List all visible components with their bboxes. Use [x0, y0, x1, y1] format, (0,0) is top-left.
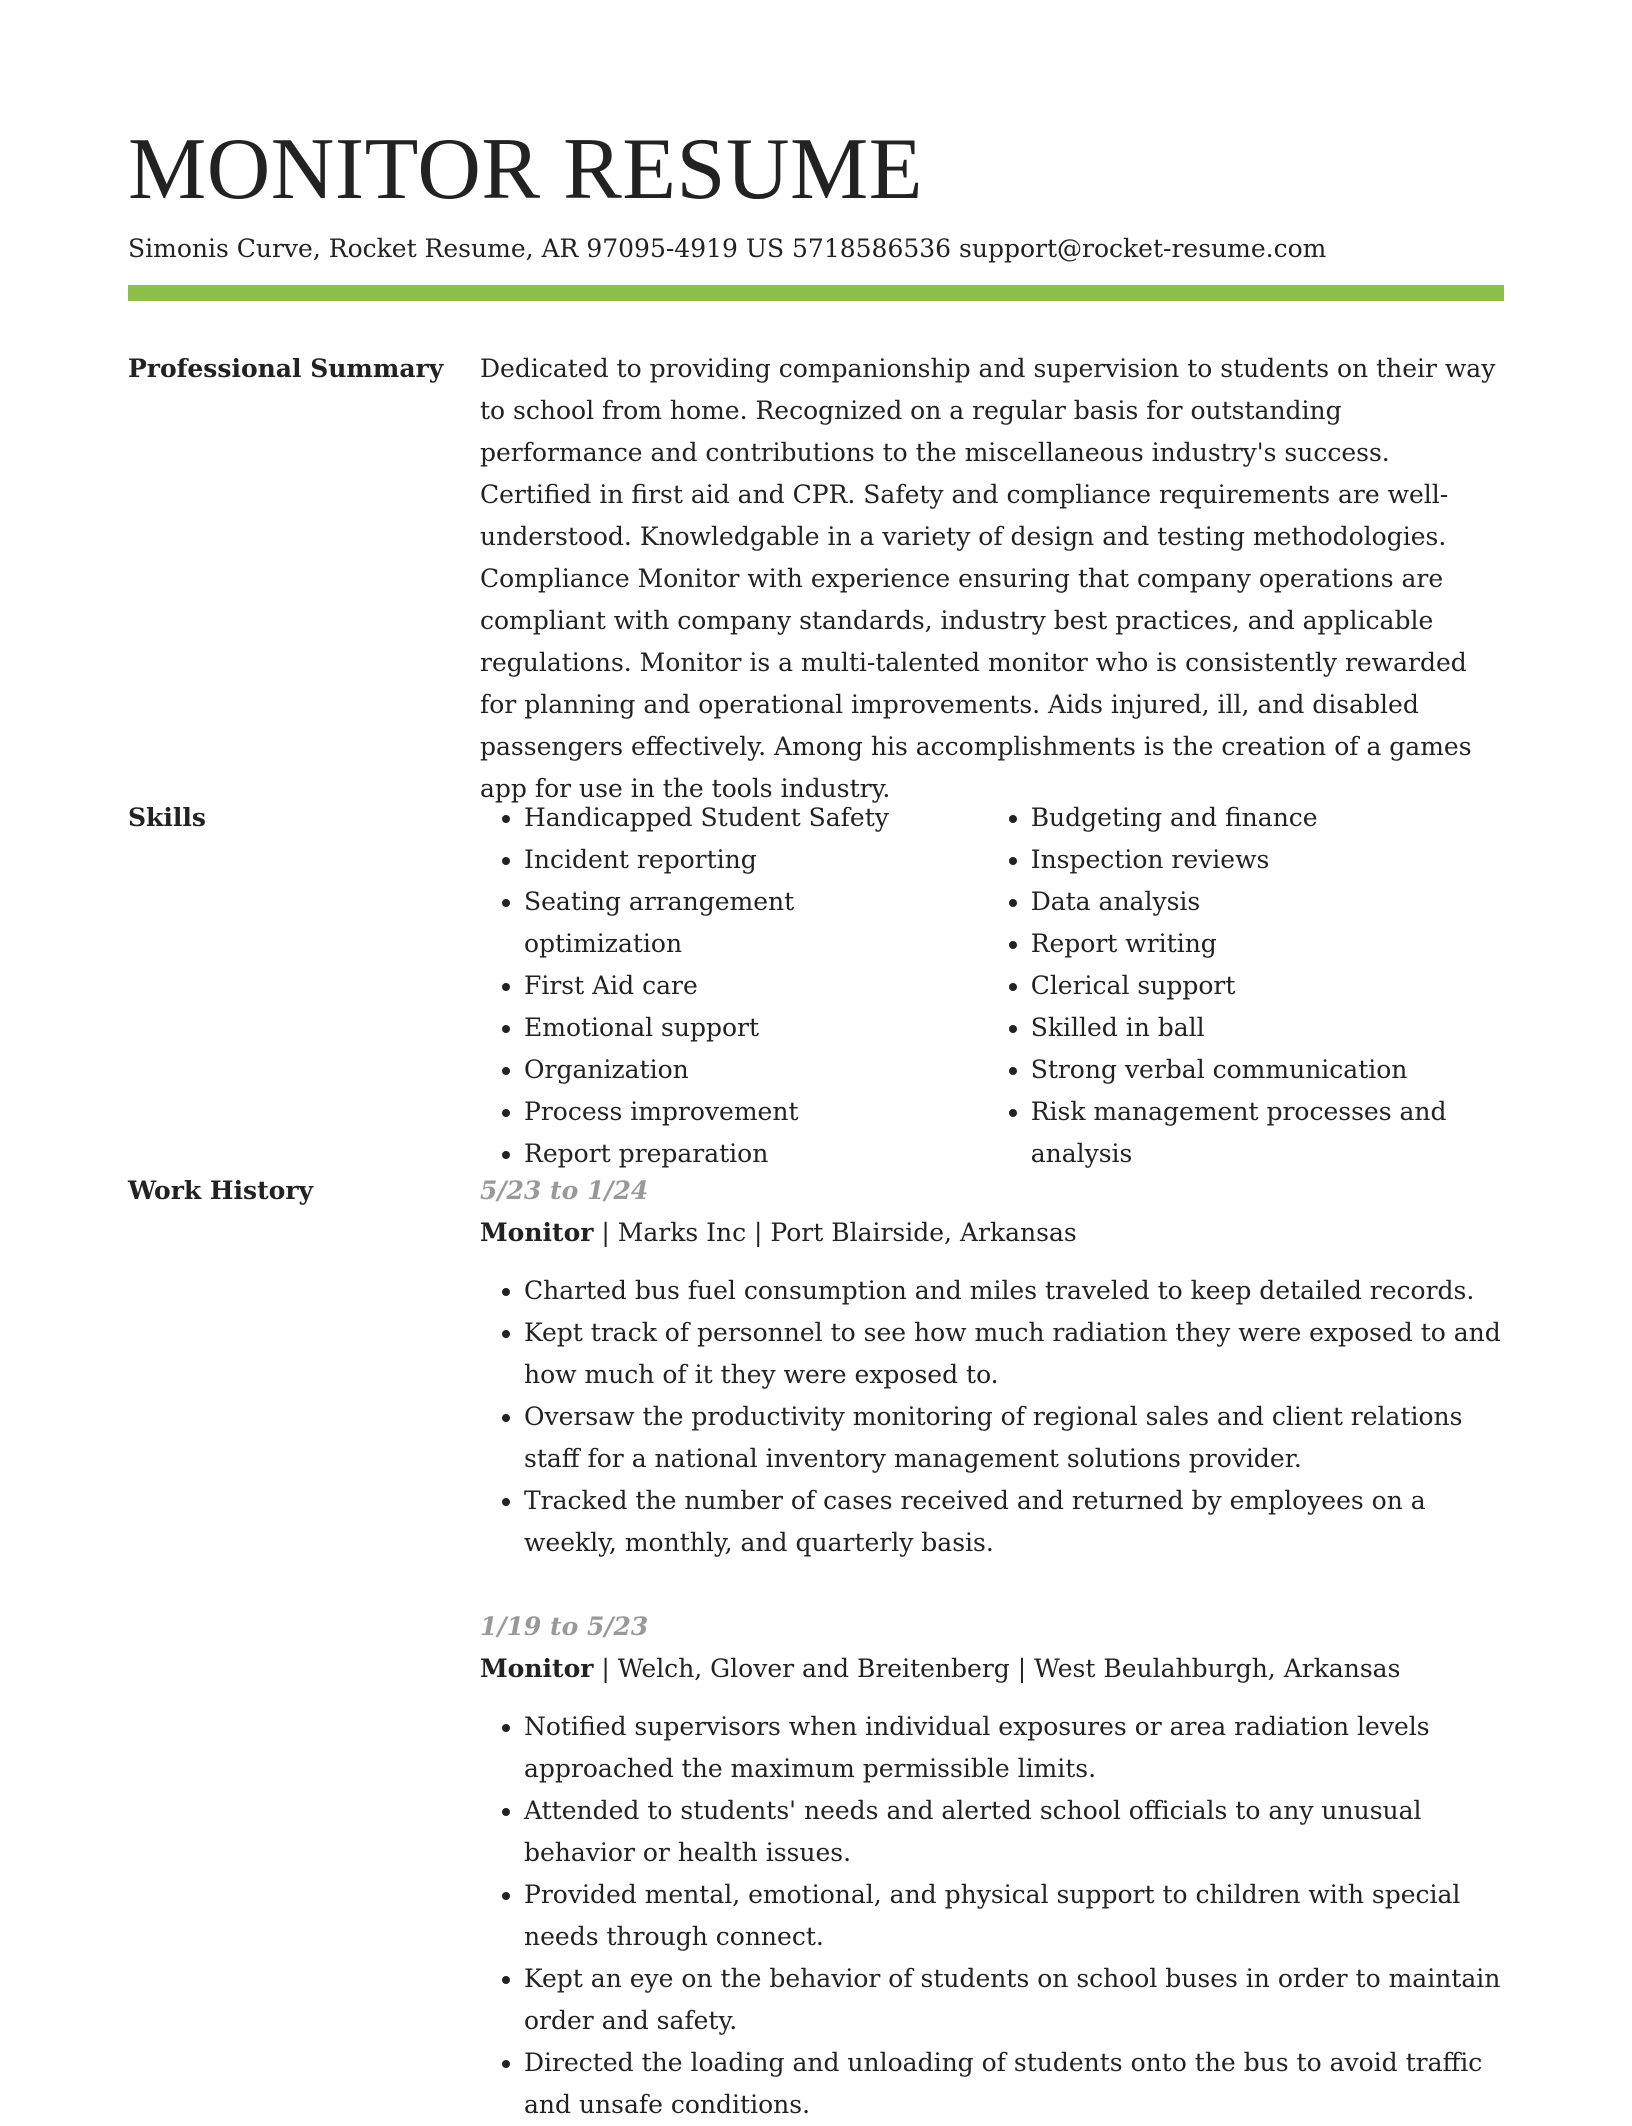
job-entry — [480, 1170, 1504, 1564]
job-bullet: • Notified supervisors when individual exposures or area radiation levels approached the maximum permissible limits. — [524, 1706, 1504, 1790]
work-history-label: Work History — [128, 1176, 314, 1205]
job-bullet: • Kept track of personnel to see how much radiation they were exposed to and how much of it they were exposed to. — [524, 1312, 1504, 1396]
job-title: Monitor — [480, 1218, 594, 1247]
summary-body — [480, 348, 1504, 810]
skill-item: • Incident reporting — [524, 839, 943, 881]
skills-label: Skills — [128, 803, 206, 832]
job-bullet: • Oversaw the productivity monitoring of regional sales and client relations staff for a national inventory management solutions provider. — [524, 1396, 1504, 1480]
job-bullets — [480, 1706, 1504, 2126]
skill-item: • Seating arrangement optimization — [524, 881, 943, 965]
skill-item: • First Aid care — [524, 965, 943, 1007]
skill-item: • Data analysis — [1031, 881, 1504, 923]
job-heading — [480, 1648, 1504, 1690]
job-title: Monitor — [480, 1654, 594, 1683]
skill-item: • Budgeting and finance — [1031, 797, 1504, 839]
job-entry — [480, 1606, 1504, 2126]
job-details: | Marks Inc | Port Blairside, Arkansas — [593, 1218, 1077, 1247]
skill-item: • Risk management processes and analysis — [1031, 1091, 1504, 1175]
header-divider — [128, 285, 1504, 301]
job-bullet: • Attended to students' needs and alerted school officials to any unusual behavior or health issues. — [524, 1790, 1504, 1874]
job-bullet: • Provided mental, emotional, and physical support to children with special needs through connect. — [524, 1874, 1504, 1958]
skill-item: • Strong verbal communication — [1031, 1049, 1504, 1091]
work-history-body — [480, 1170, 1504, 2126]
skills-body — [480, 797, 1504, 1175]
job-bullets — [480, 1270, 1504, 1564]
job-dates: 1/19 to 5/23 — [480, 1612, 649, 1641]
skill-item: • Skilled in ball — [1031, 1007, 1504, 1049]
job-bullet: • Kept an eye on the behavior of students on school buses in order to maintain order and safety. — [524, 1958, 1504, 2042]
summary-text: Dedicated to providing companionship and supervision to students on their way to school from home. Recognized on a regular basis for outstanding performance and contributions to the miscellaneous industry's success. Certified in first aid and CPR. Safety and compliance requirements are well-understood. Knowledgable in a variety of design and testing methodologies. Compliance Monitor with experience ensuring that company operations are compliant with company standards, industry best practices, and applicable regulations. Monitor is a multi-talented monitor who is consistently rewarded for planning and operational improvements. Aids injured, ill, and disabled passengers effectively. Among his accomplishments is the creation of a games app for use in the tools industry. — [480, 354, 1496, 803]
skill-item: • Handicapped Student Safety — [524, 797, 943, 839]
skill-item: • Inspection reviews — [1031, 839, 1504, 881]
job-heading — [480, 1212, 1504, 1254]
job-details: | Welch, Glover and Breitenberg | West Beulahburgh, Arkansas — [593, 1654, 1401, 1683]
skill-item: • Emotional support — [524, 1007, 943, 1049]
job-bullet: • Tracked the number of cases received and returned by employees on a weekly, monthly, and quarterly basis. — [524, 1480, 1504, 1564]
job-bullet: • Directed the loading and unloading of students onto the bus to avoid traffic and unsafe conditions. — [524, 2042, 1504, 2126]
skills-list-right — [987, 797, 1504, 1175]
job-dates: 5/23 to 1/24 — [480, 1176, 649, 1205]
resume-title: MONITOR RESUME — [128, 121, 924, 218]
summary-label: Professional Summary — [128, 354, 444, 383]
contact-line: Simonis Curve, Rocket Resume, AR 97095-4919 US 5718586536 support@rocket-resume.com — [128, 234, 1327, 263]
skill-item: • Report writing — [1031, 923, 1504, 965]
skill-item: • Clerical support — [1031, 965, 1504, 1007]
skill-item: • Process improvement — [524, 1091, 943, 1133]
skill-item: • Organization — [524, 1049, 943, 1091]
skill-item: • Report preparation — [524, 1133, 943, 1175]
skills-list-left — [480, 797, 943, 1175]
job-bullet: • Charted bus fuel consumption and miles traveled to keep detailed records. — [524, 1270, 1504, 1312]
